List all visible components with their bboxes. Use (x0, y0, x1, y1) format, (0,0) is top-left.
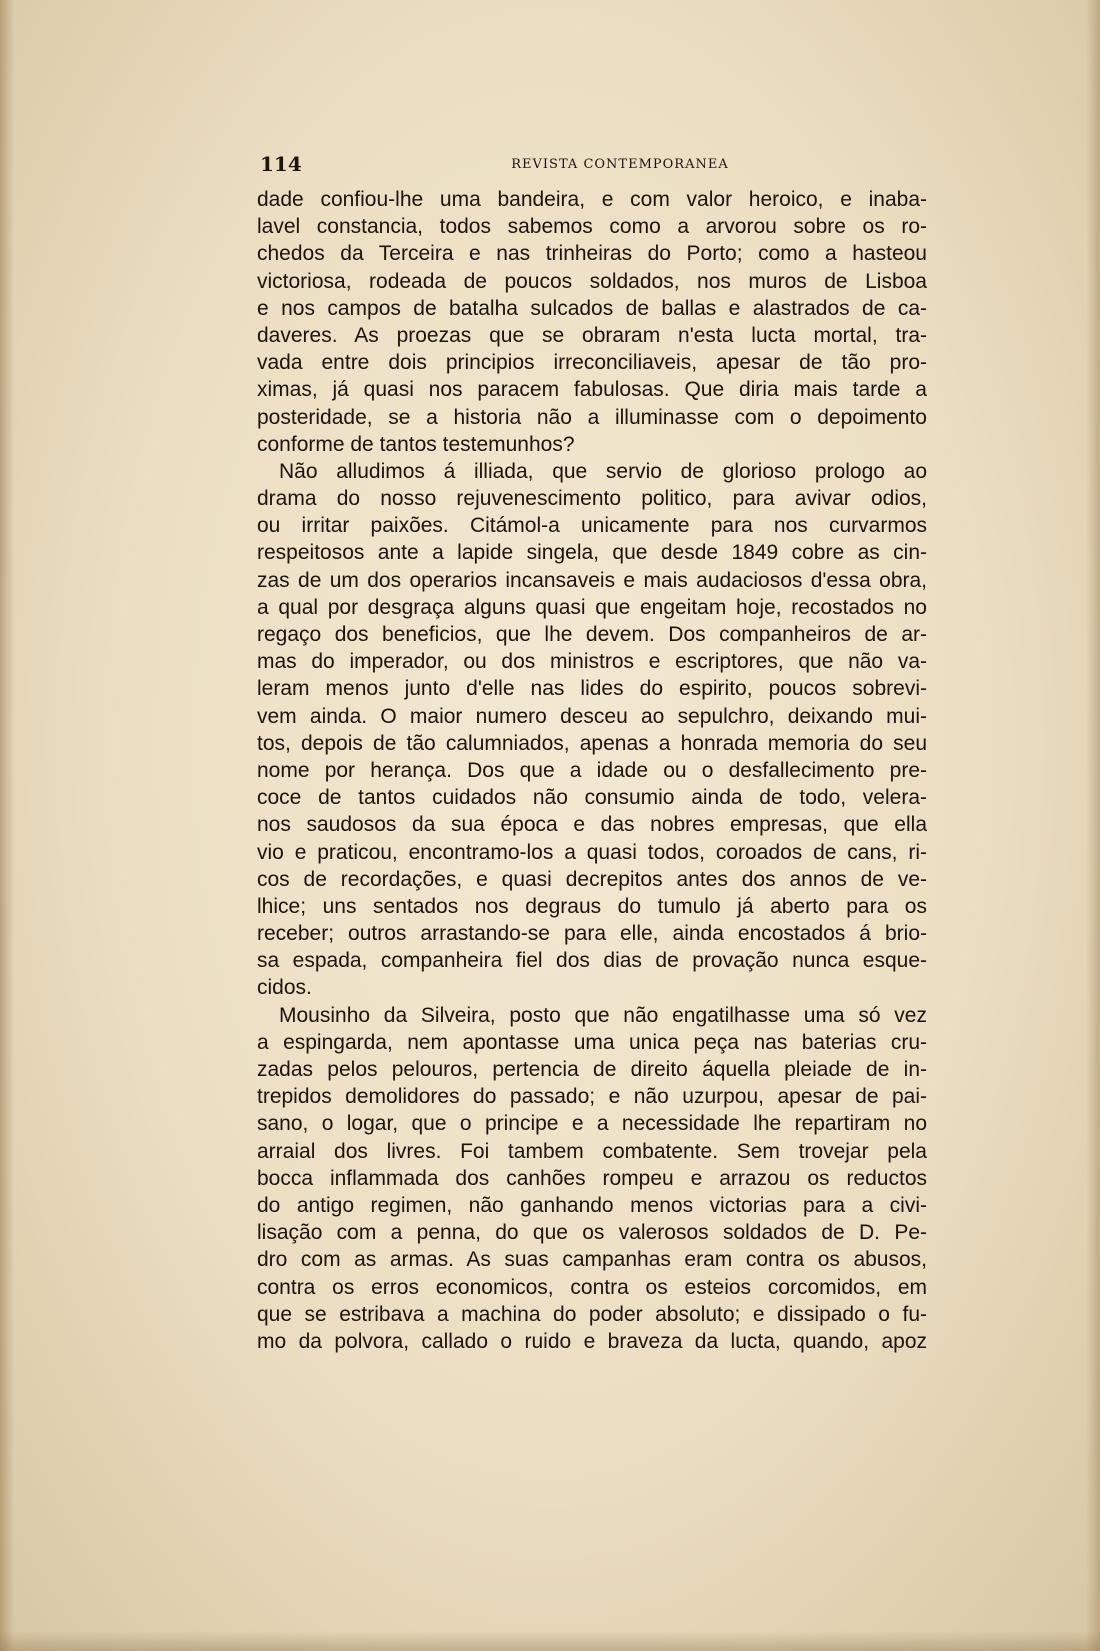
text-line: arraial dos livres. Foi tambem combatente. Sem trovejar pela (257, 1139, 927, 1163)
text-line: victoriosa, rodeada de poucos soldados, nos muros de Lisboa (257, 269, 927, 293)
text-line: regaço dos beneficios, que lhe devem. Dos companheiros de ar- (257, 623, 927, 646)
text-line: ximas, já quasi nos paracem fabulosas. Que diria mais tarde a (257, 378, 927, 402)
paragraph-start-line: Mousinho da Silveira, posto que não engatilhasse uma só vez (279, 1003, 927, 1027)
body-text (257, 186, 927, 1355)
text-line: conforme de tantos testemunhos? (257, 432, 575, 456)
text-line: lavel constancia, todos sabemos como a arvorou sobre os ro- (257, 215, 927, 239)
text-line: drama do nosso rejuvenescimento politico, para avivar odios, (257, 487, 927, 511)
text-line: sa espada, companheira fiel dos dias de provação nunca esque- (257, 949, 927, 973)
text-line: mo da polvora, callado o ruido e braveza da lucta, quando, apoz (257, 1329, 927, 1353)
text-line: do antigo regimen, não ganhando menos victorias para a civi- (257, 1193, 927, 1217)
text-line: nome por herança. Dos que a idade ou o desfallecimento pre- (257, 758, 927, 782)
text-line: a qual por desgraça alguns quasi que engeitam hoje, recostados no (257, 595, 927, 619)
text-line: cos de recordações, e quasi decrepitos antes dos annos de ve- (257, 867, 927, 891)
text-line: dade confiou-lhe uma bandeira, e com valor heroico, e inaba- (257, 188, 927, 211)
text-line: vem ainda. O maior numero desceu ao sepulchro, deixando mui- (257, 704, 927, 728)
text-line: contra os erros economicos, contra os esteios corcomidos, em (257, 1275, 927, 1299)
text-line: trepidos demolidores do passado; e não uzurpou, apesar de pai- (257, 1085, 927, 1109)
page-header (260, 152, 910, 180)
text-line: respeitosos ante a lapide singela, que desde 1849 cobre as cin- (257, 541, 927, 565)
text-line: lisação com a penna, do que os valerosos soldados de D. Pe- (257, 1221, 927, 1245)
text-line: bocca inflammada dos canhões rompeu e arrazou os reductos (257, 1166, 927, 1190)
paragraph-start-line: Não alludimos á illiada, que servio de glorioso prologo ao (279, 459, 927, 483)
text-line: daveres. As proezas que se obraram n'esta lucta mortal, tra- (257, 323, 927, 347)
text-line: lhice; uns sentados nos degraus do tumulo já aberto para os (257, 894, 927, 918)
text-line: mas do imperador, ou dos ministros e escriptores, que não va- (257, 650, 927, 674)
page-edge-shadow-bottom (0, 1631, 1100, 1651)
text-line: ou irritar paixões. Citámol-a unicamente para nos curvarmos (257, 514, 927, 538)
text-line: nos saudosos da sua época e das nobres empresas, que ella (257, 813, 927, 837)
page-edge-shadow-left (0, 0, 14, 1651)
text-line: posteridade, se a historia não a illuminasse com o depoimento (257, 405, 927, 429)
text-line: zas de um dos operarios incansaveis e mais audaciosos d'essa obra, (257, 568, 927, 592)
text-line: chedos da Terceira e nas trinheiras do Porto; como a hasteou (257, 242, 927, 266)
text-line: tos, depois de tão calumniados, apenas a honrada memoria do seu (257, 731, 927, 755)
text-line: coce de tantos cuidados não consumio ainda de todo, velera- (257, 786, 927, 810)
text-line: leram menos junto d'elle nas lides do espirito, poucos sobrevi- (257, 677, 927, 701)
text-line: dro com as armas. As suas campanhas eram contra os abusos, (257, 1248, 927, 1272)
text-line: a espingarda, nem apontasse uma unica peça nas baterias cru- (257, 1030, 927, 1054)
text-line: receber; outros arrastando-se para elle, ainda encostados á brio- (257, 922, 927, 946)
page-edge-shadow-right (1086, 0, 1100, 1651)
text-line: que se estribava a machina do poder absoluto; e dissipado o fu- (257, 1302, 927, 1326)
text-line: zadas pelos pelouros, pertencia de direito áquella pleiade de in- (257, 1058, 927, 1081)
text-line: vada entre dois principios irreconciliaveis, apesar de tão pro- (257, 351, 927, 375)
text-line: e nos campos de batalha sulcados de ballas e alastrados de ca- (257, 296, 927, 320)
running-title: REVISTA CONTEMPORANEA (511, 157, 729, 172)
page-number: 114 (260, 152, 302, 176)
text-line: cidos. (257, 976, 312, 1000)
text-line: sano, o logar, que o principe e a necessidade lhe repartiram no (257, 1112, 927, 1136)
text-line: vio e praticou, encontramo-los a quasi todos, coroados de cans, ri- (257, 840, 927, 864)
